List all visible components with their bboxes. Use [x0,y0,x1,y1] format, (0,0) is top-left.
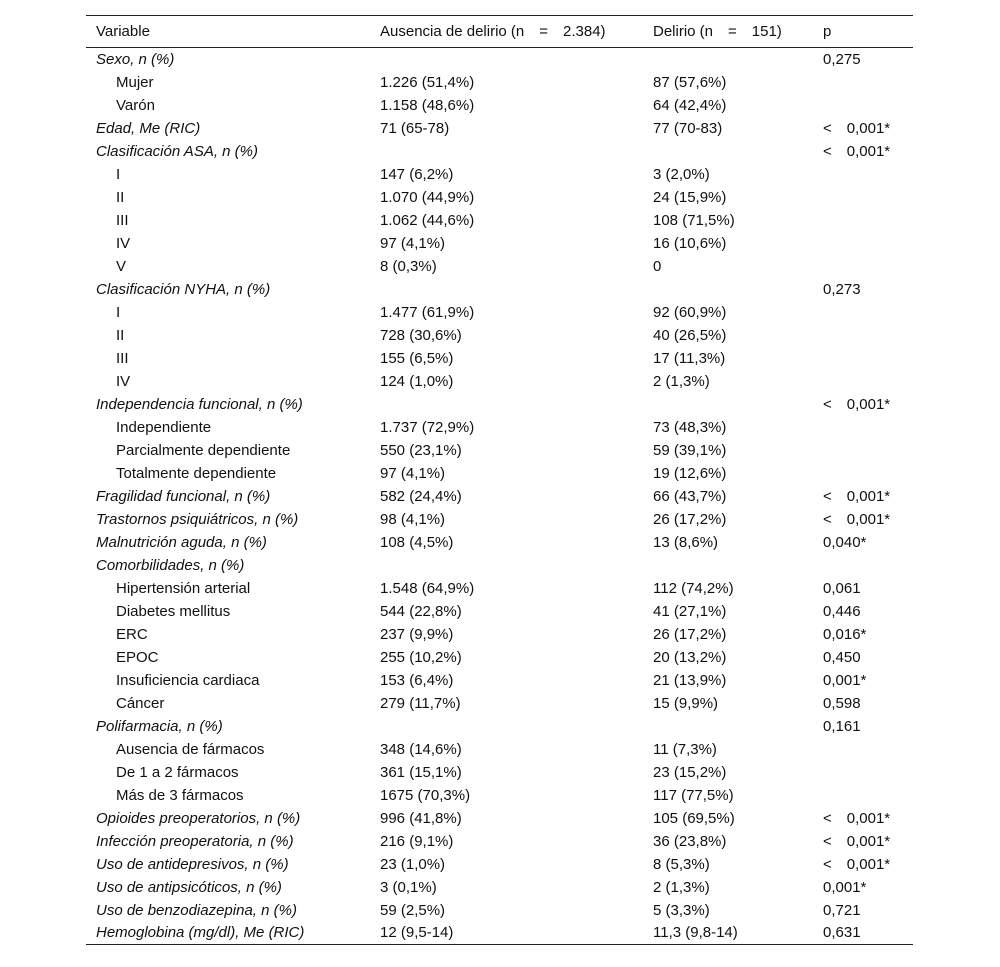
cell-delirio: 3 (2,0%) [653,165,710,183]
cell-ausencia: 1675 (70,3%) [380,786,471,804]
row-label: Uso de antipsicóticos, n (%) [96,878,282,896]
cell-delirio: 2 (1,3%) [653,878,710,896]
cell-p-value: < 0,001* [823,855,891,873]
cell-ausencia: 348 (14,6%) [380,740,462,758]
cell-delirio [653,715,823,738]
cell-p-value [823,554,913,577]
cell-ausencia: 23 (1,0%) [380,855,446,873]
cell-delirio: 13 (8,6%) [653,533,719,551]
cell-p-value: < 0,001* [823,487,891,505]
cell-p-value [823,163,913,186]
cell-delirio: 17 (11,3%) [653,349,726,367]
cell-p-value: 0,001* [823,671,867,689]
cell-p-value: 0,273 [823,280,861,298]
cell-ausencia: 98 (4,1%) [380,510,446,528]
table-row [86,600,913,623]
row-label: IV [116,234,131,252]
row-label: Uso de antidepresivos, n (%) [96,855,289,873]
cell-delirio [653,48,823,71]
row-label: Parcialmente dependiente [116,441,291,459]
cell-p-value: 0,631 [823,922,913,945]
cell-p-value [823,255,913,278]
row-label: Trastornos psiquiátricos, n (%) [96,510,299,528]
cell-delirio: 117 (77,5%) [653,786,734,804]
cell-ausencia: 97 (4,1%) [380,234,446,252]
cell-p-value [823,462,913,485]
cell-ausencia: 1.737 (72,9%) [380,418,475,436]
cell-ausencia [380,48,653,71]
header-p-value: p [823,16,913,48]
table-row [86,94,913,117]
cell-p-value [823,324,913,347]
cell-ausencia: 1.158 (48,6%) [380,96,475,114]
cell-ausencia: 71 (65-78) [380,119,450,137]
cell-delirio: 0 [653,257,662,275]
table-body [86,48,913,945]
cell-p-value: 0,161 [823,717,861,735]
row-label: Cáncer [116,694,165,712]
cell-delirio: 21 (13,9%) [653,671,727,689]
table-row [86,554,913,577]
cell-ausencia: 147 (6,2%) [380,165,454,183]
row-label: Hipertensión arterial [116,579,251,597]
row-label: II [116,188,125,206]
row-label: Comorbilidades, n (%) [96,556,245,574]
cell-ausencia: 216 (9,1%) [380,832,454,850]
cell-p-value [823,416,913,439]
cell-delirio: 16 (10,6%) [653,234,727,252]
row-label: V [116,257,127,275]
cell-ausencia: 728 (30,6%) [380,326,462,344]
row-label: Totalmente dependiente [116,464,277,482]
cell-ausencia: 582 (24,4%) [380,487,462,505]
cell-p-value: 0,001* [823,878,867,896]
row-label: Clasificación ASA, n (%) [96,142,258,160]
row-label: I [116,165,121,183]
table-row [86,784,913,807]
table-row [86,669,913,692]
table-row [86,761,913,784]
row-label: Ausencia de fármacos [116,740,265,758]
cell-p-value [823,761,913,784]
cell-delirio: 11 (7,3%) [653,740,717,758]
cell-p-value [823,301,913,324]
header-row [86,16,913,48]
row-label: III [116,349,129,367]
cell-p-value [823,347,913,370]
table-row [86,370,913,393]
cell-delirio: 87 (57,6%) [653,73,727,91]
cell-p-value [823,209,913,232]
cell-ausencia: 153 (6,4%) [380,671,454,689]
table-row [86,876,913,899]
row-label: Varón [116,96,155,114]
cell-delirio: 2 (1,3%) [653,372,710,390]
cell-delirio: 41 (27,1%) [653,602,727,620]
table-row [86,163,913,186]
cell-delirio: 105 (69,5%) [653,809,735,827]
cell-delirio: 108 (71,5%) [653,211,735,229]
cell-ausencia: 361 (15,1%) [380,763,462,781]
table-row [86,301,913,324]
cell-p-value: < 0,001* [823,142,891,160]
cell-p-value [823,186,913,209]
cell-ausencia [380,140,653,163]
cell-ausencia: 1.062 (44,6%) [380,211,475,229]
cell-delirio [653,278,823,301]
cell-p-value: 0,446 [823,602,861,620]
row-label: I [116,303,121,321]
cell-delirio: 40 (26,5%) [653,326,727,344]
table-row [86,830,913,853]
cell-p-value [823,71,913,94]
table-row [86,531,913,554]
table-row [86,508,913,531]
table-row [86,485,913,508]
row-label: Más de 3 fármacos [116,786,244,804]
row-label: Insuficiencia cardiaca [116,671,260,689]
header-variable: Variable [86,16,380,48]
table-row [86,117,913,140]
cell-delirio: 24 (15,9%) [653,188,727,206]
table-row [86,623,913,646]
row-label: Clasificación NYHA, n (%) [96,280,271,298]
cell-ausencia: 996 (41,8%) [380,809,462,827]
cell-ausencia: 97 (4,1%) [380,464,446,482]
table-row [86,853,913,876]
cell-delirio [653,393,823,416]
cell-p-value [823,738,913,761]
table-row [86,209,913,232]
header-ausencia-delirio: Ausencia de delirio (n = 2.384) [380,16,653,48]
cell-p-value: 0,721 [823,901,861,919]
table-row [86,715,913,738]
table-row [86,646,913,669]
table-row [86,71,913,94]
cell-ausencia: 1.548 (64,9%) [380,579,475,597]
cell-p-value: 0,040* [823,533,867,551]
cell-p-value: < 0,001* [823,832,891,850]
cell-ausencia: 279 (11,7%) [380,694,461,712]
cell-delirio: 20 (13,2%) [653,648,727,666]
cell-delirio: 26 (17,2%) [653,625,727,643]
cell-p-value: 0,598 [823,694,861,712]
cell-p-value: 0,016* [823,625,867,643]
table-row [86,393,913,416]
cell-p-value: < 0,001* [823,510,891,528]
table-row [86,922,913,945]
row-label: II [116,326,125,344]
table-row [86,439,913,462]
cell-ausencia [380,715,653,738]
table-row [86,347,913,370]
cell-p-value [823,94,913,117]
row-label: Edad, Me (RIC) [96,119,201,137]
cell-delirio: 59 (39,1%) [653,441,727,459]
table-row [86,807,913,830]
cell-ausencia: 108 (4,5%) [380,533,454,551]
cell-ausencia [380,393,653,416]
row-label: Fragilidad funcional, n (%) [96,487,271,505]
cell-delirio: 11,3 (9,8-14) [653,922,823,945]
data-table-container [86,15,913,945]
cell-delirio: 5 (3,3%) [653,901,710,919]
cell-ausencia: 8 (0,3%) [380,257,437,275]
cell-delirio: 19 (12,6%) [653,464,727,482]
table-row [86,324,913,347]
row-label: Uso de benzodiazepina, n (%) [96,901,297,919]
cell-p-value [823,784,913,807]
data-table [86,15,913,945]
table-row [86,232,913,255]
cell-delirio [653,554,823,577]
cell-ausencia [380,278,653,301]
cell-p-value: < 0,001* [823,809,891,827]
cell-delirio: 92 (60,9%) [653,303,727,321]
cell-p-value [823,370,913,393]
row-label: Mujer [116,73,154,91]
cell-ausencia: 3 (0,1%) [380,878,437,896]
row-label: Diabetes mellitus [116,602,231,620]
row-label: ERC [116,625,148,643]
row-label: Polifarmacia, n (%) [96,717,223,735]
table-row [86,899,913,922]
cell-p-value: 0,275 [823,50,861,68]
cell-delirio: 64 (42,4%) [653,96,727,114]
cell-ausencia: 1.226 (51,4%) [380,73,475,91]
cell-p-value: 0,450 [823,648,861,666]
cell-p-value: 0,061 [823,579,861,597]
table-row [86,186,913,209]
table-row [86,462,913,485]
row-label: Independiente [116,418,212,436]
cell-ausencia: 237 (9,9%) [380,625,454,643]
cell-p-value: < 0,001* [823,119,891,137]
cell-ausencia: 1.477 (61,9%) [380,303,475,321]
cell-delirio: 15 (9,9%) [653,694,719,712]
table-row [86,255,913,278]
row-label: EPOC [116,648,159,666]
cell-delirio: 112 (74,2%) [653,579,734,597]
row-label: Infección preoperatoria, n (%) [96,832,294,850]
cell-delirio: 36 (23,8%) [653,832,727,850]
row-label: Sexo, n (%) [96,50,175,68]
row-label: Independencia funcional, n (%) [96,395,303,413]
row-label: III [116,211,129,229]
table-row [86,416,913,439]
row-label: Malnutrición aguda, n (%) [96,533,267,551]
cell-p-value [823,439,913,462]
header-delirio: Delirio (n = 151) [653,16,823,48]
cell-delirio: 23 (15,2%) [653,763,727,781]
cell-ausencia: 255 (10,2%) [380,648,462,666]
cell-ausencia: 59 (2,5%) [380,901,446,919]
row-label: Opioides preoperatorios, n (%) [96,809,301,827]
cell-ausencia: 124 (1,0%) [380,372,454,390]
cell-p-value [823,232,913,255]
cell-delirio: 73 (48,3%) [653,418,727,436]
table-row [86,278,913,301]
cell-delirio: 77 (70-83) [653,119,723,137]
cell-ausencia: 550 (23,1%) [380,441,462,459]
row-label: Hemoglobina (mg/dl), Me (RIC) [86,922,380,945]
cell-ausencia: 12 (9,5-14) [380,922,653,945]
cell-delirio: 26 (17,2%) [653,510,727,528]
row-label: De 1 a 2 fármacos [116,763,239,781]
row-label: IV [116,372,131,390]
cell-p-value: < 0,001* [823,395,891,413]
table-row [86,140,913,163]
cell-ausencia: 155 (6,5%) [380,349,454,367]
table-row [86,48,913,71]
table-row [86,692,913,715]
cell-ausencia: 544 (22,8%) [380,602,462,620]
cell-delirio [653,140,823,163]
table-row [86,738,913,761]
cell-delirio: 8 (5,3%) [653,855,710,873]
table-row [86,577,913,600]
cell-ausencia [380,554,653,577]
cell-delirio: 66 (43,7%) [653,487,727,505]
cell-ausencia: 1.070 (44,9%) [380,188,475,206]
